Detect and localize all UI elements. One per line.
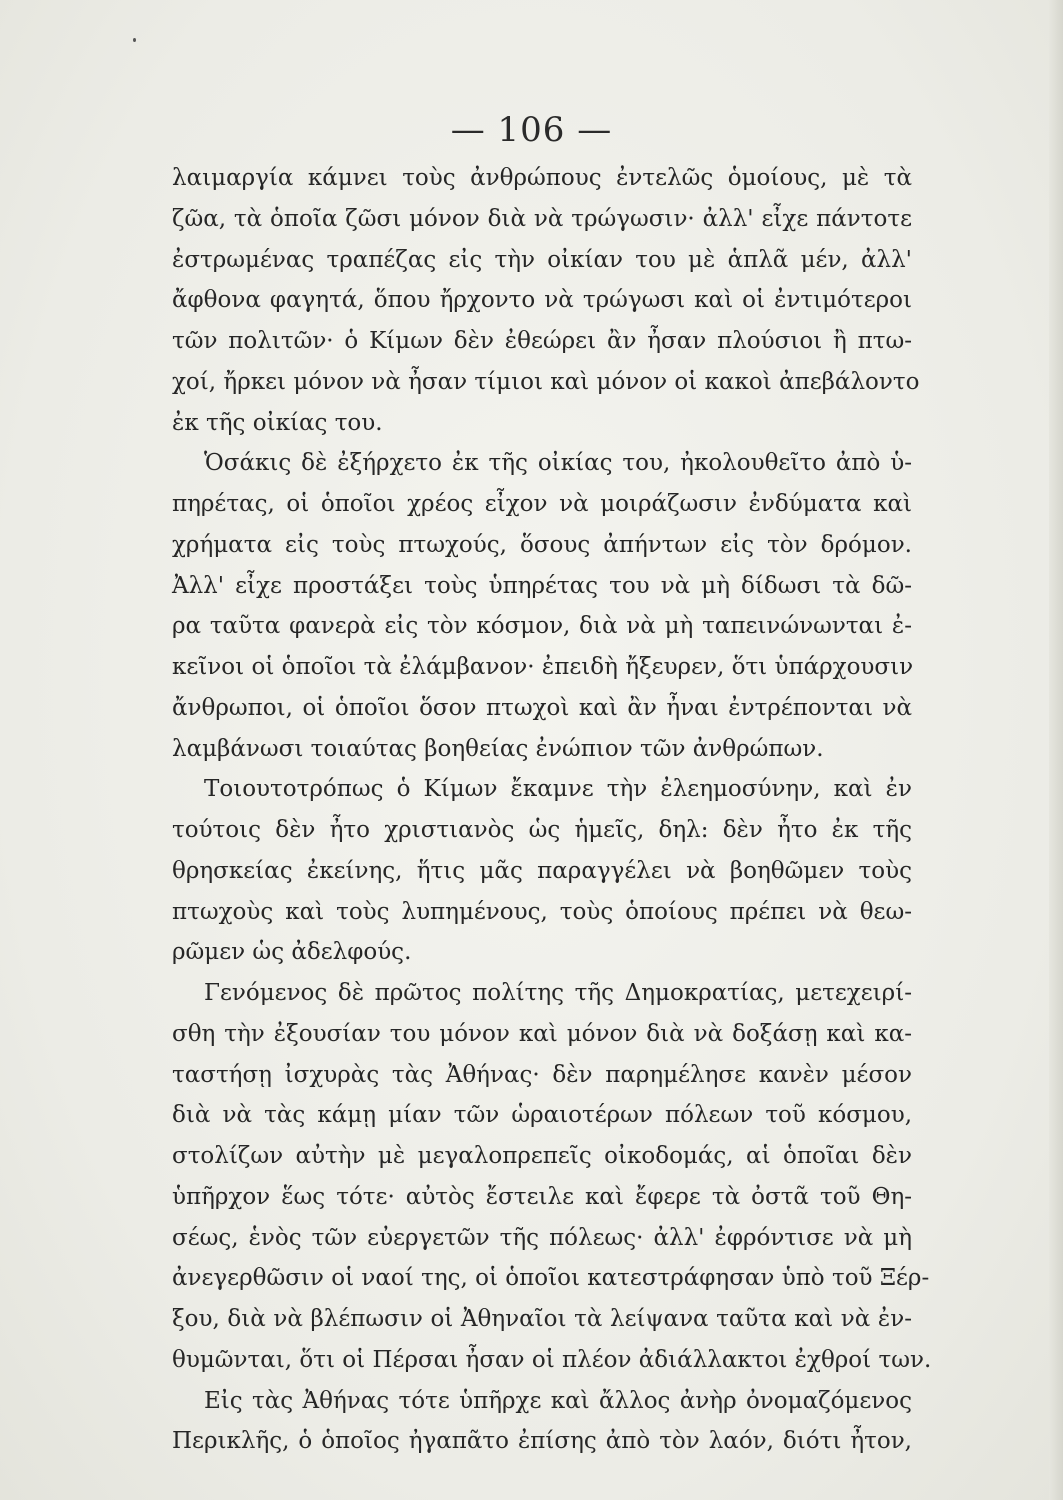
text-line: Περικλῆς, ὁ ὁποῖος ἠγαπᾶτο ἐπίσης ἀπὸ τὸν λαόν, διότι ἦτον, bbox=[172, 1428, 912, 1455]
text-line: ἐστρωμένας τραπέζας εἰς τὴν οἰκίαν του μὲ ἁπλᾶ μέν, ἀλλ' bbox=[172, 246, 912, 273]
body-text bbox=[172, 158, 932, 1462]
text-line: Ἀλλ' εἶχε προστάξει τοὺς ὑπηρέτας του νὰ μὴ δίδωσι τὰ δῶ- bbox=[172, 572, 912, 599]
text-line: κεῖνοι οἱ ὁποῖοι τὰ ἐλάμβανον· ἐπειδὴ ἤξευρεν, ὅτι ὑπάρχουσιν bbox=[172, 654, 914, 680]
text-line: ἄνθρωποι, οἱ ὁποῖοι ὅσον πτωχοὶ καὶ ἂν ἦναι ἐντρέπονται νὰ bbox=[172, 694, 912, 721]
text-line: πτωχοὺς καὶ τοὺς λυπημένους, τοὺς ὁποίους πρέπει νὰ θεω- bbox=[172, 898, 912, 925]
text-line: ζῶα, τὰ ὁποῖα ζῶσι μόνον διὰ νὰ τρώγωσιν· ἀλλ' εἶχε πάντοτε bbox=[172, 205, 912, 232]
text-line: τῶν πολιτῶν· ὁ Κίμων δὲν ἐθεώρει ἂν ἦσαν πλούσιοι ἢ πτω- bbox=[172, 328, 912, 354]
text-line: χρήματα εἰς τοὺς πτωχούς, ὅσους ἀπήντων εἰς τὸν δρόμον. bbox=[172, 531, 912, 558]
page-number: — 106 — bbox=[450, 110, 613, 150]
text-line: σθη τὴν ἐξουσίαν του μόνον καὶ μόνον διὰ νὰ δοξάσῃ καὶ κα- bbox=[172, 1020, 912, 1047]
text-line: διὰ νὰ τὰς κάμῃ μίαν τῶν ὡραιοτέρων πόλεων τοῦ κόσμου, bbox=[172, 1102, 912, 1129]
text-line: ἀνεγερθῶσιν οἱ ναοί της, οἱ ὁποῖοι κατεστράφησαν ὑπὸ τοῦ Ξέρ- bbox=[172, 1265, 930, 1292]
text-line: χοί, ἤρκει μόνον νὰ ἦσαν τίμιοι καὶ μόνον οἱ κακοὶ ἀπεβάλοντο bbox=[172, 368, 920, 395]
text-line: ἄφθονα φαγητά, ὅπου ἤρχοντο νὰ τρώγωσι καὶ οἱ ἐντιμότεροι bbox=[172, 287, 912, 314]
text-line: θρησκείας ἐκείνης, ἥτις μᾶς παραγγέλει νὰ βοηθῶμεν τοὺς bbox=[172, 857, 912, 884]
text-line: Γενόμενος δὲ πρῶτος πολίτης τῆς Δημοκρατίας, μετεχειρί- bbox=[204, 980, 912, 1006]
text-line: τούτοις δὲν ἦτο χριστιανὸς ὡς ἡμεῖς, δηλ: δὲν ἦτο ἐκ τῆς bbox=[172, 817, 912, 843]
text-line: στολίζων αὐτὴν μὲ μεγαλοπρεπεῖς οἰκοδομάς, αἱ ὁποῖαι δὲν bbox=[172, 1143, 912, 1169]
text-line: λαμβάνωσι τοιαύτας βοηθείας ἐνώπιον τῶν ἀνθρώπων. bbox=[172, 735, 824, 762]
text-line: λαιμαργία κάμνει τοὺς ἀνθρώπους ἐντελῶς ὁμοίους, μὲ τὰ bbox=[172, 165, 912, 191]
text-line: θυμῶνται, ὅτι οἱ Πέρσαι ἦσαν οἱ πλέον ἀδιάλλακτοι ἐχθροί των. bbox=[172, 1346, 932, 1373]
text-line: πηρέτας, οἱ ὁποῖοι χρέος εἶχον νὰ μοιράζωσιν ἐνδύματα καὶ bbox=[172, 491, 912, 517]
text-line: Ὁσάκις δὲ ἐξήρχετο ἐκ τῆς οἰκίας του, ἠκολουθεῖτο ἀπὸ ὑ- bbox=[204, 450, 912, 477]
text-line: ρα ταῦτα φανερὰ εἰς τὸν κόσμον, διὰ νὰ μὴ ταπεινώνωνται ἐ- bbox=[172, 613, 912, 640]
text-line: ρῶμεν ὡς ἀδελφούς. bbox=[172, 939, 412, 966]
text-line: ταστήσῃ ἰσχυρὰς τὰς Ἀθήνας· δὲν παρημέλησε κανὲν μέσον bbox=[172, 1061, 912, 1088]
ink-speck bbox=[133, 38, 136, 42]
text-line: ξου, διὰ νὰ βλέπωσιν οἱ Ἀθηναῖοι τὰ λείψανα ταῦτα καὶ νὰ ἐν- bbox=[172, 1306, 912, 1332]
text-line: Τοιουτοτρόπως ὁ Κίμων ἔκαμνε τὴν ἐλεημοσύνην, καὶ ἐν bbox=[204, 776, 912, 803]
text-line: ὑπῆρχον ἕως τότε· αὐτὸς ἔστειλε καὶ ἔφερε τὰ ὀστᾶ τοῦ Θη- bbox=[172, 1183, 912, 1210]
text-line: Εἰς τὰς Ἀθήνας τότε ὑπῆρχε καὶ ἄλλος ἀνὴρ ὀνομαζόμενος bbox=[204, 1387, 912, 1414]
text-line: σέως, ἑνὸς τῶν εὐεργετῶν τῆς πόλεως· ἀλλ' ἐφρόντισε νὰ μὴ bbox=[172, 1224, 912, 1251]
text-line: ἐκ τῆς οἰκίας του. bbox=[172, 409, 383, 436]
page-edge-shadow bbox=[1049, 0, 1063, 1500]
